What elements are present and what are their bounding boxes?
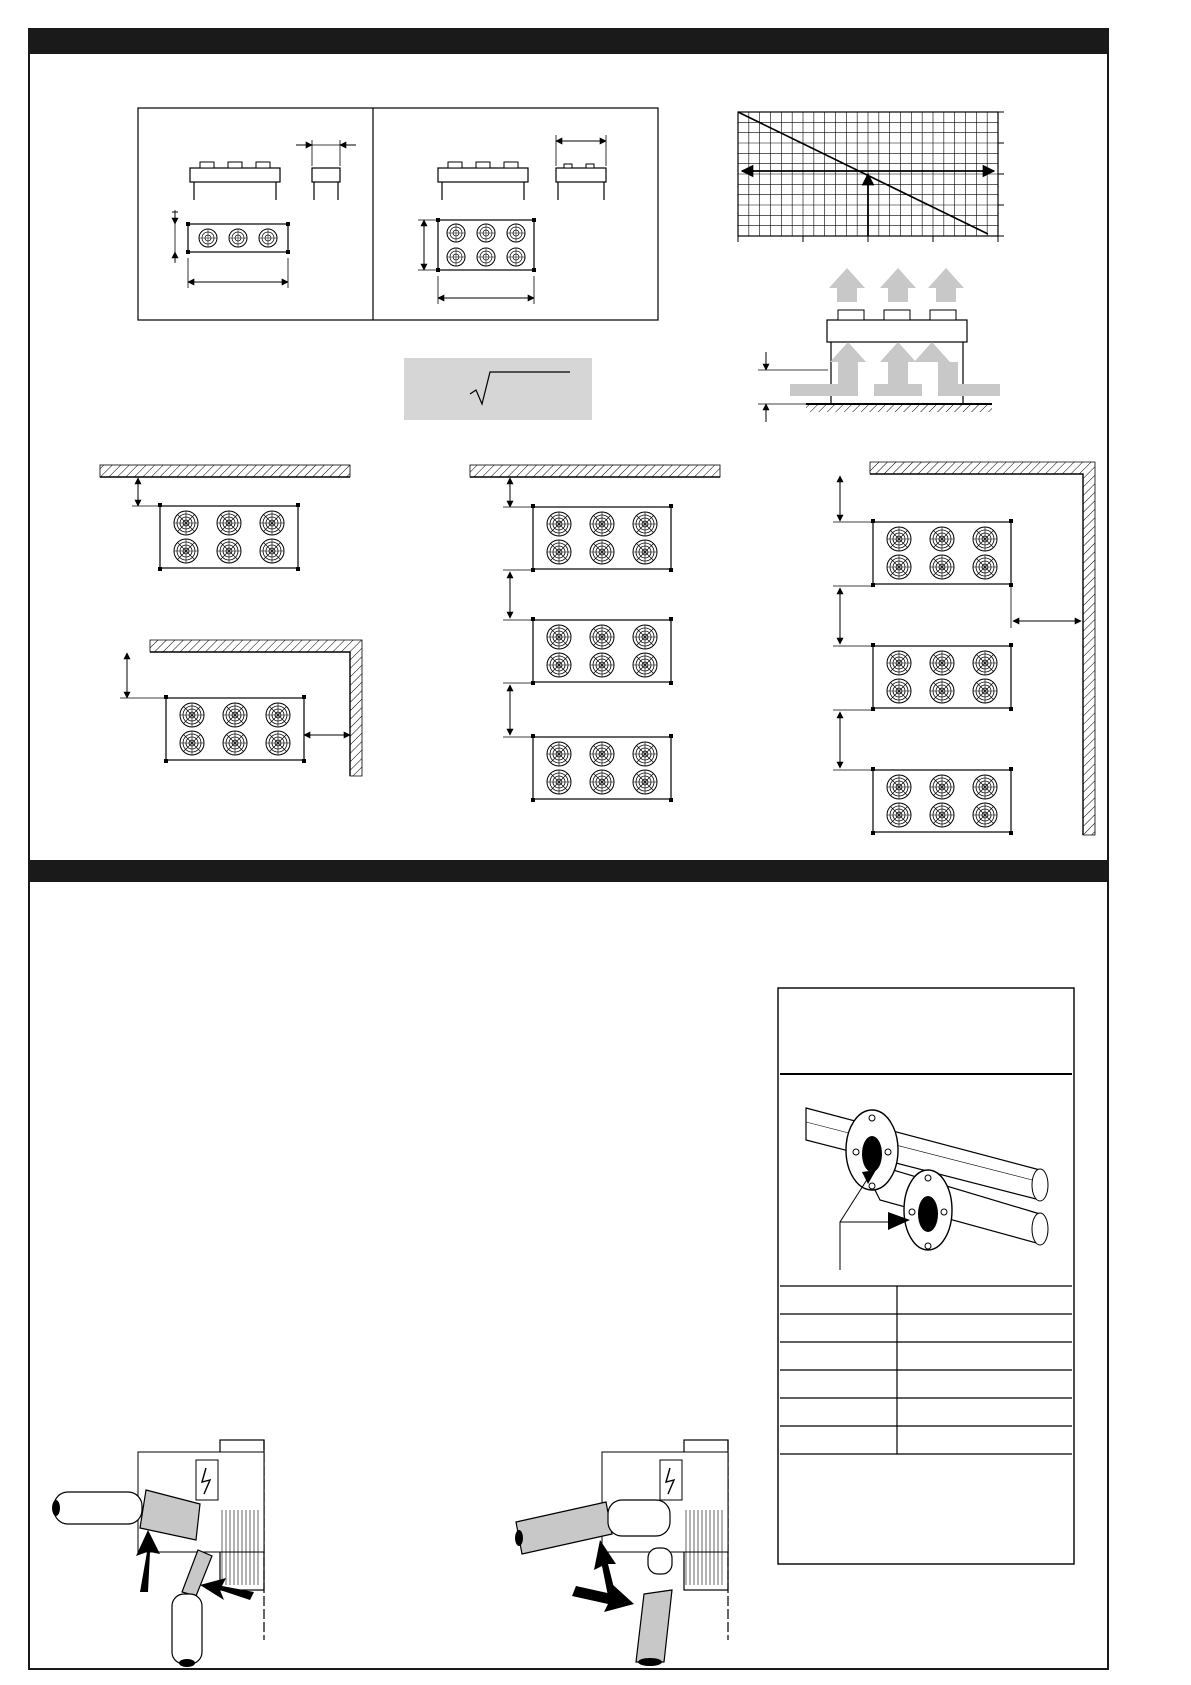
flange-detail-box: [778, 988, 1074, 1564]
clearance-curve: [738, 112, 988, 234]
unit-dimension-figure: [138, 108, 658, 320]
layout-corner-stacked: [833, 462, 1095, 835]
layout-stacked-three: [470, 465, 720, 802]
clearance-chart: [738, 112, 1004, 242]
formula-box: [404, 358, 592, 420]
airflow-diagram: [758, 268, 1000, 422]
layout-wall-corner: [120, 640, 362, 776]
electric-connection-left: [52, 1440, 264, 1667]
layout-single-wall: [100, 465, 350, 571]
electric-connection-right: [515, 1440, 728, 1666]
